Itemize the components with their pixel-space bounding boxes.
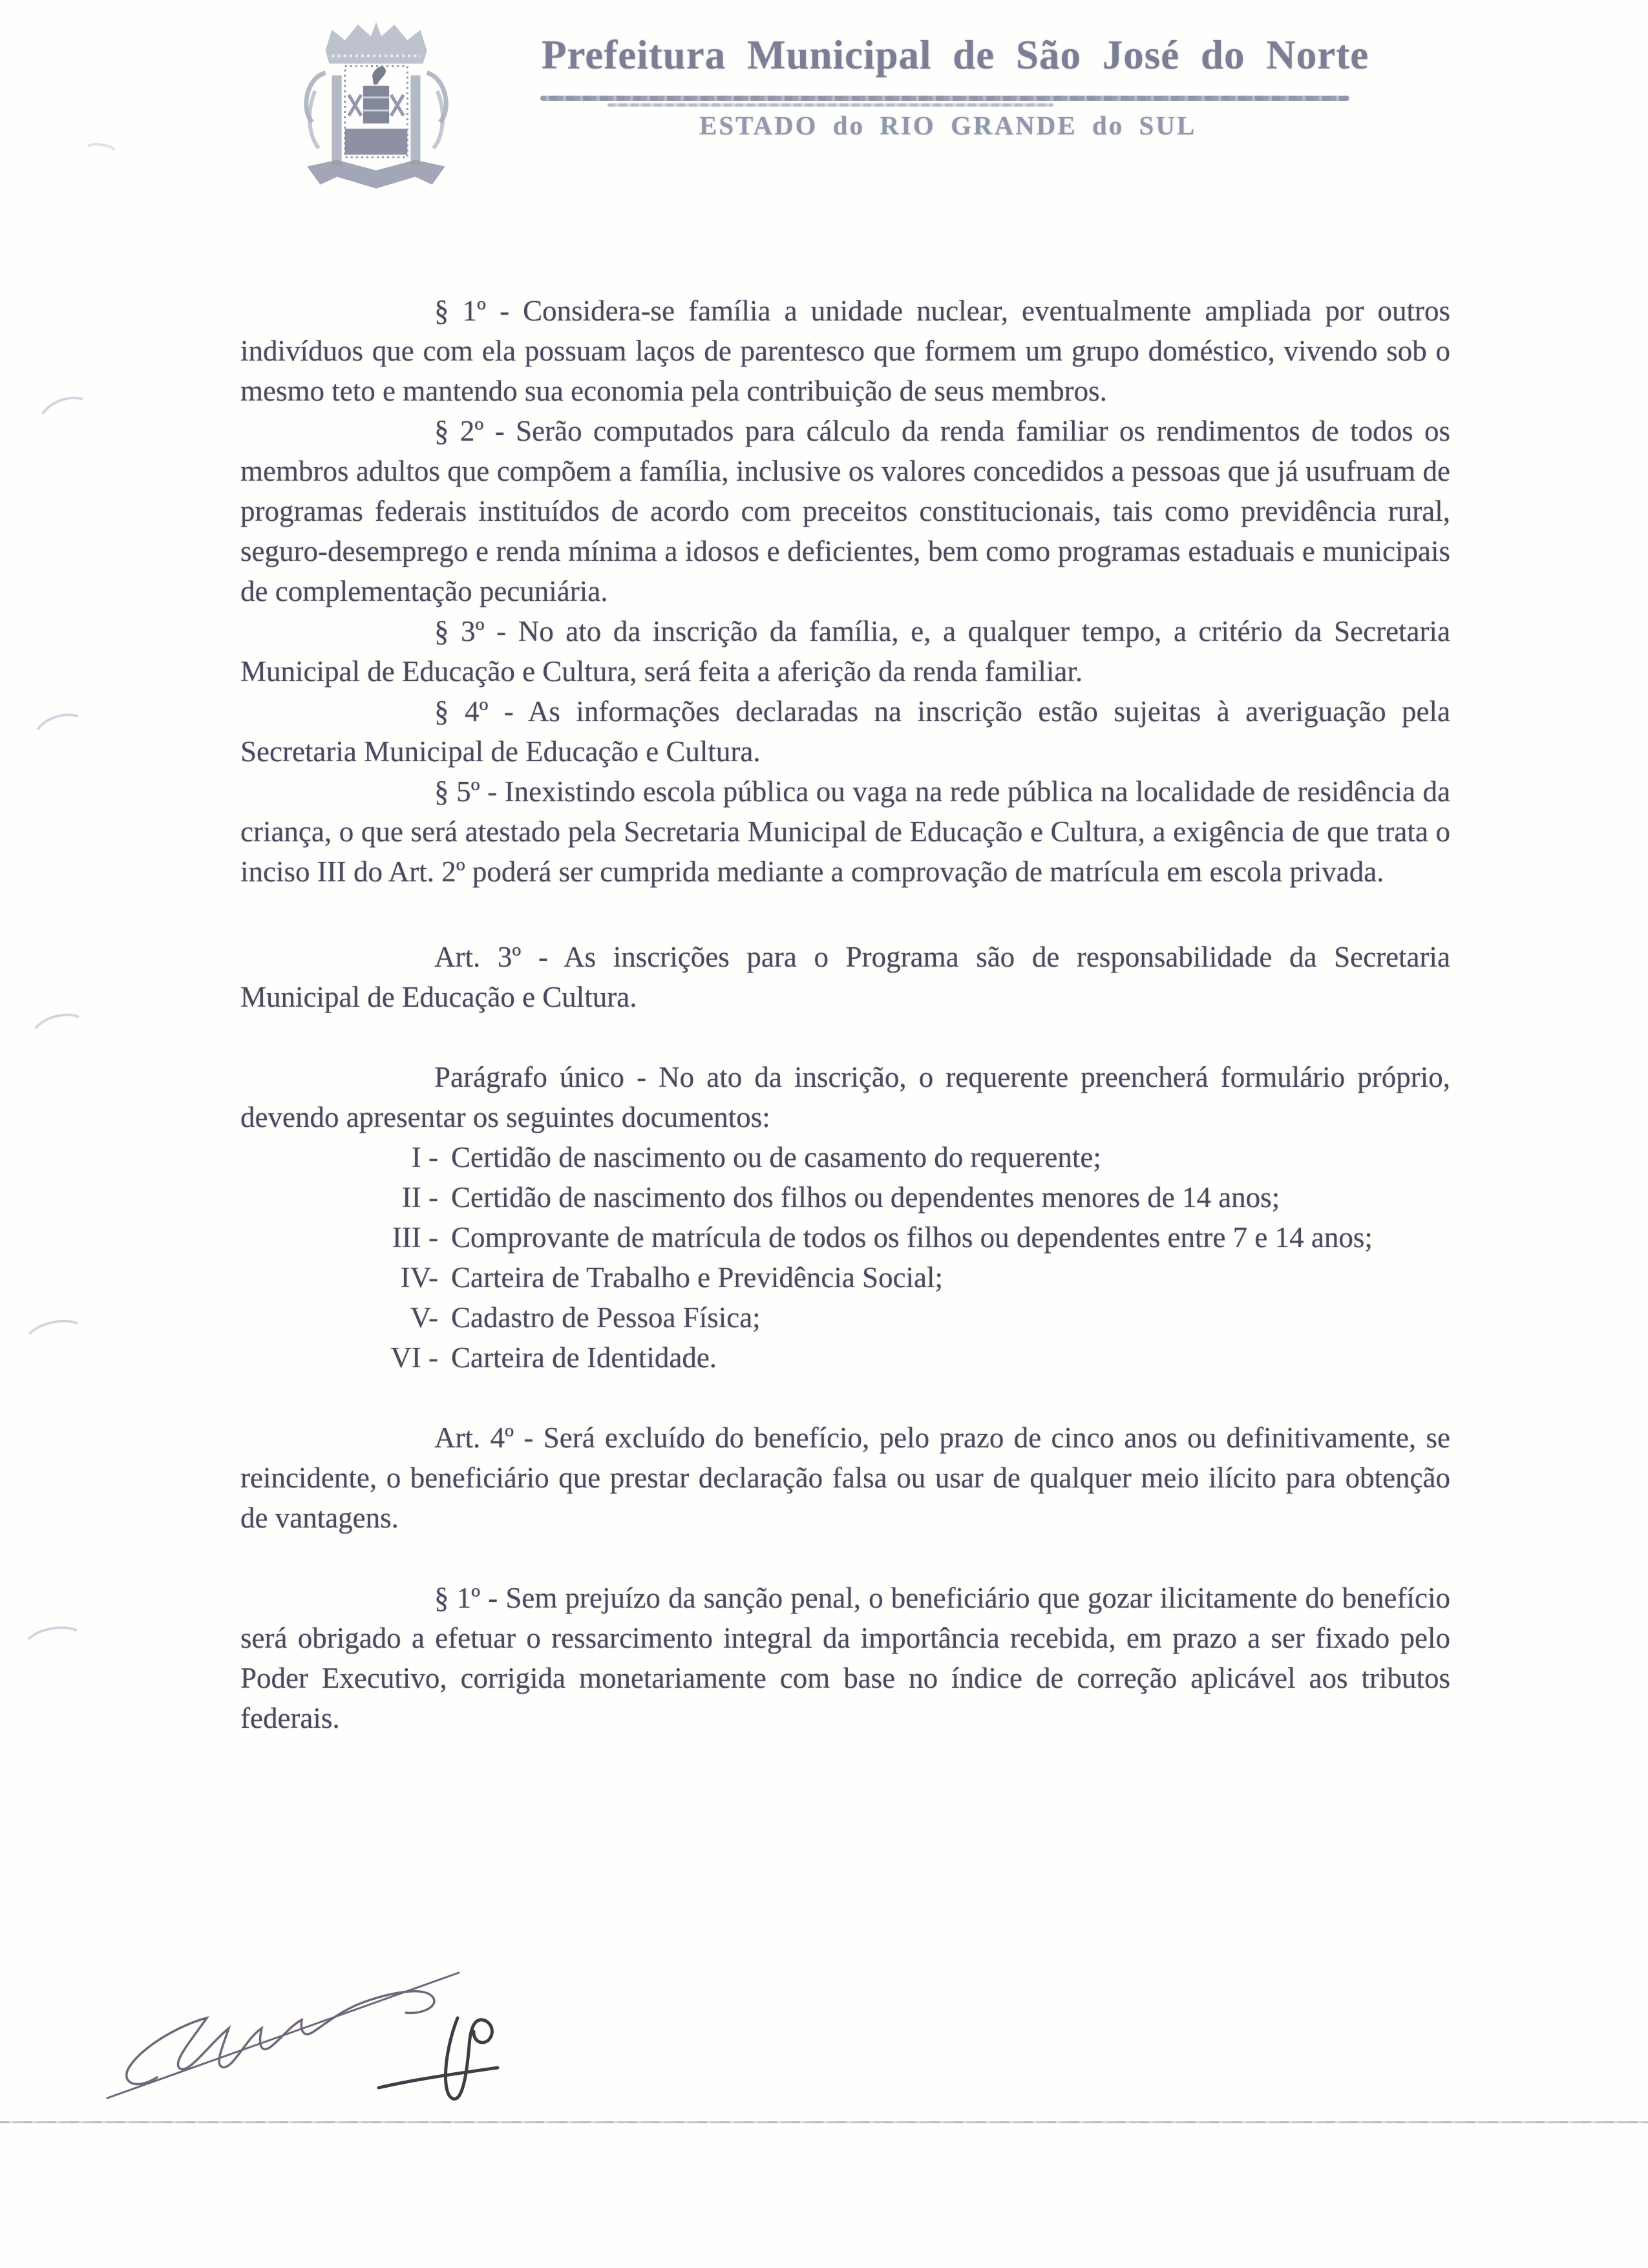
list-item-text: Certidão de nascimento dos filhos ou dependentes menores de 14 anos;	[451, 1181, 1280, 1213]
article-3: Art. 3º - As inscrições para o Programa são de responsabilidade da Secretaria Municipal de Educação e Cultura.	[240, 941, 1450, 1013]
article-4: Art. 4º - Será excluído do benefício, pelo prazo de cinco anos ou definitivamente, se reincidente, o beneficiário que prestar declaração falsa ou usar de qualquer meio ilícito para obtenção de vantagens.	[240, 1422, 1450, 1534]
list-item	[363, 1137, 1450, 1177]
list-item-text: Comprovante de matrícula de todos os filhos ou dependentes entre 7 e 14 anos;	[451, 1221, 1373, 1254]
list-item-numeral: I -	[411, 1141, 438, 1173]
header-underline-secondary	[607, 103, 1053, 107]
scan-artifact-arc	[26, 1007, 94, 1060]
scan-artifact-mark	[81, 141, 120, 170]
list-item	[363, 1297, 1450, 1338]
required-documents-list	[363, 1137, 1450, 1378]
list-item-numeral: VI -	[390, 1341, 438, 1374]
header-title: Prefeitura Municipal de São José do Norte	[542, 32, 1369, 78]
list-item-text: Cadastro de Pessoa Física;	[451, 1301, 761, 1334]
list-item-numeral: II -	[401, 1181, 438, 1213]
list-item	[363, 1217, 1450, 1257]
paragraph-4: § 4º - As informações declaradas na inscrição estão sujeitas à averiguação pela Secretaria Municipal de Educação e Cultura.	[240, 695, 1450, 768]
list-item-numeral: V-	[410, 1301, 438, 1334]
header-underline	[540, 96, 1349, 101]
list-item	[363, 1177, 1450, 1217]
scan-artifact-arc	[20, 1314, 90, 1362]
paragraph-1: § 1º - Considera-se família a unidade nuclear, eventualmente ampliada por outros indivíduos que com ela possuam laços de parentesco que formem um grupo doméstico, vivendo sob o mesmo teto e mantendo sua economia pela contribuição de seus membros.	[240, 295, 1450, 407]
scan-artifact-line	[0, 2121, 1648, 2123]
handwritten-signature	[96, 1942, 555, 2123]
scan-artifact-arc	[28, 707, 95, 762]
paragraph-1-art4: § 1º - Sem prejuízo da sanção penal, o beneficiário que gozar ilicitamente do benefício será obrigado a efetuar o ressarcimento integral da importância recebida, em prazo a ser fixado pelo Poder Executivo, corrigida monetariamente com base no índice de correção aplicável aos tributos federais.	[240, 1582, 1450, 1734]
header-subtitle: ESTADO do RIO GRANDE do SUL	[699, 110, 1197, 140]
list-item	[363, 1338, 1450, 1378]
paragraph-unico: Parágrafo único - No ato da inscrição, o requerente preencherá formulário próprio, devendo apresentar os seguintes documentos:	[240, 1061, 1450, 1133]
paragraph-5: § 5º - Inexistindo escola pública ou vaga na rede pública na localidade de residência da criança, o que será atestado pela Secretaria Municipal de Educação e Cultura, a exigência de que trata o inciso III do Art. 2º poderá ser cumprida mediante a comprovação de matrícula em escola privada.	[240, 775, 1450, 888]
municipal-coat-of-arms-icon	[296, 13, 456, 208]
scan-artifact-arc	[32, 389, 100, 445]
document-body	[240, 291, 1450, 1738]
list-item-text: Carteira de Trabalho e Previdência Social;	[451, 1261, 944, 1294]
paragraph-3: § 3º - No ato da inscrição da família, e, a qualquer tempo, a critério da Secretaria Municipal de Educação e Cultura, será feita a aferição da renda familiar.	[240, 615, 1450, 688]
list-item-numeral: IV-	[400, 1261, 438, 1294]
paragraph-2: § 2º - Serão computados para cálculo da renda familiar os rendimentos de todos os membros adultos que compõem a família, inclusive os valores concedidos a pessoas que já usufruam de programas federais instituídos de acordo com preceitos constitucionais, tais como previdência rural, seguro-desemprego e renda mínima a idosos e deficientes, bem como programas estaduais e municipais de complementação pecuniária.	[240, 415, 1450, 607]
scan-artifact-arc	[19, 1622, 89, 1668]
list-item	[363, 1257, 1450, 1297]
list-item-text: Certidão de nascimento ou de casamento do requerente;	[451, 1141, 1101, 1173]
list-item-numeral: III -	[392, 1221, 438, 1254]
list-item-text: Carteira de Identidade.	[451, 1341, 717, 1374]
